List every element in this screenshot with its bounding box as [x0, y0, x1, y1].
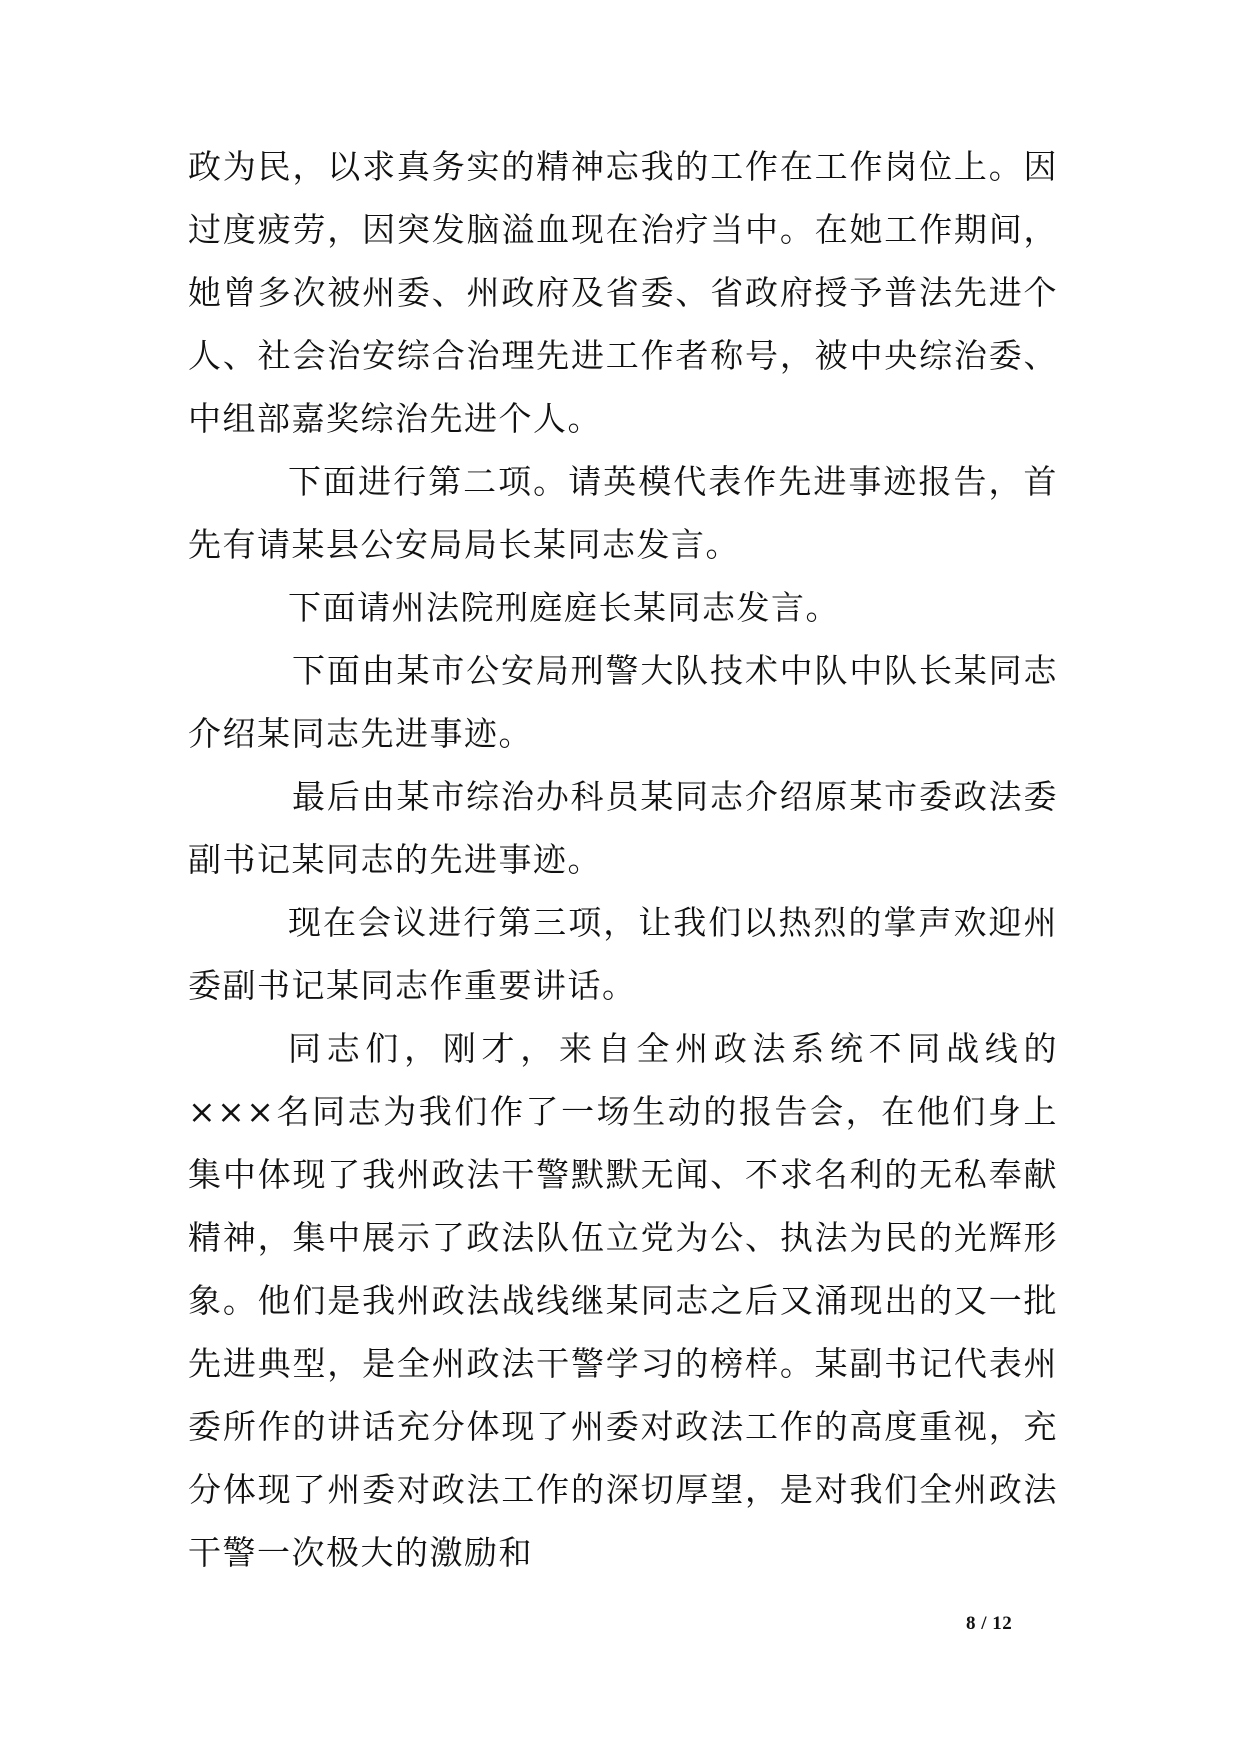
paragraph-police-speaker: 下面由某市公安局刑警大队技术中队中队长某同志介绍某同志先进事迹。: [188, 651, 1058, 753]
page-number: 8 / 12: [966, 1613, 1013, 1634]
paragraph-final-speaker: 最后由某市综治办科员某同志介绍原某市委政法委副书记某同志的先进事迹。: [188, 777, 1058, 879]
paragraph-closing-remarks: 同志们，刚才，来自全州政法系统不同战线的×××名同志为我们作了一场生动的报告会，在他们身上集中体现了我州政法干警默默无闻、不求名利的无私奉献精神，集中展示了政法队伍立党为公、执法为民的光辉形象。他们是我州政法战线继某同志之后又涌现出的又一批先进典型，是全州政法干警学习的榜样。某副书记代表州委所作的讲话充分体现了州委对政法工作的高度重视，充分体现了州委对政法工作的深切厚望，是对我们全州政法干警一次极大的激励和: [188, 1029, 1058, 1572]
paragraph-second-item: 下面进行第二项。请英模代表作先进事迹报告，首先有请某县公安局局长某同志发言。: [188, 462, 1058, 564]
paragraph-third-item: 现在会议进行第三项，让我们以热烈的掌声欢迎州委副书记某同志作重要讲话。: [188, 903, 1058, 1005]
paragraph-continued: 政为民，以求真务实的精神忘我的工作在工作岗位上。因过度疲劳，因突发脑溢血现在治疗当中。在她工作期间，她曾多次被州委、州政府及省委、省政府授予普法先进个人、社会治安综合治理先进工作者称号，被中央综治委、中组部嘉奖综治先进个人。: [188, 147, 1058, 438]
paragraph-court-speaker: 下面请州法院刑庭庭长某同志发言。: [288, 588, 840, 627]
document-body: [188, 135, 1058, 1584]
